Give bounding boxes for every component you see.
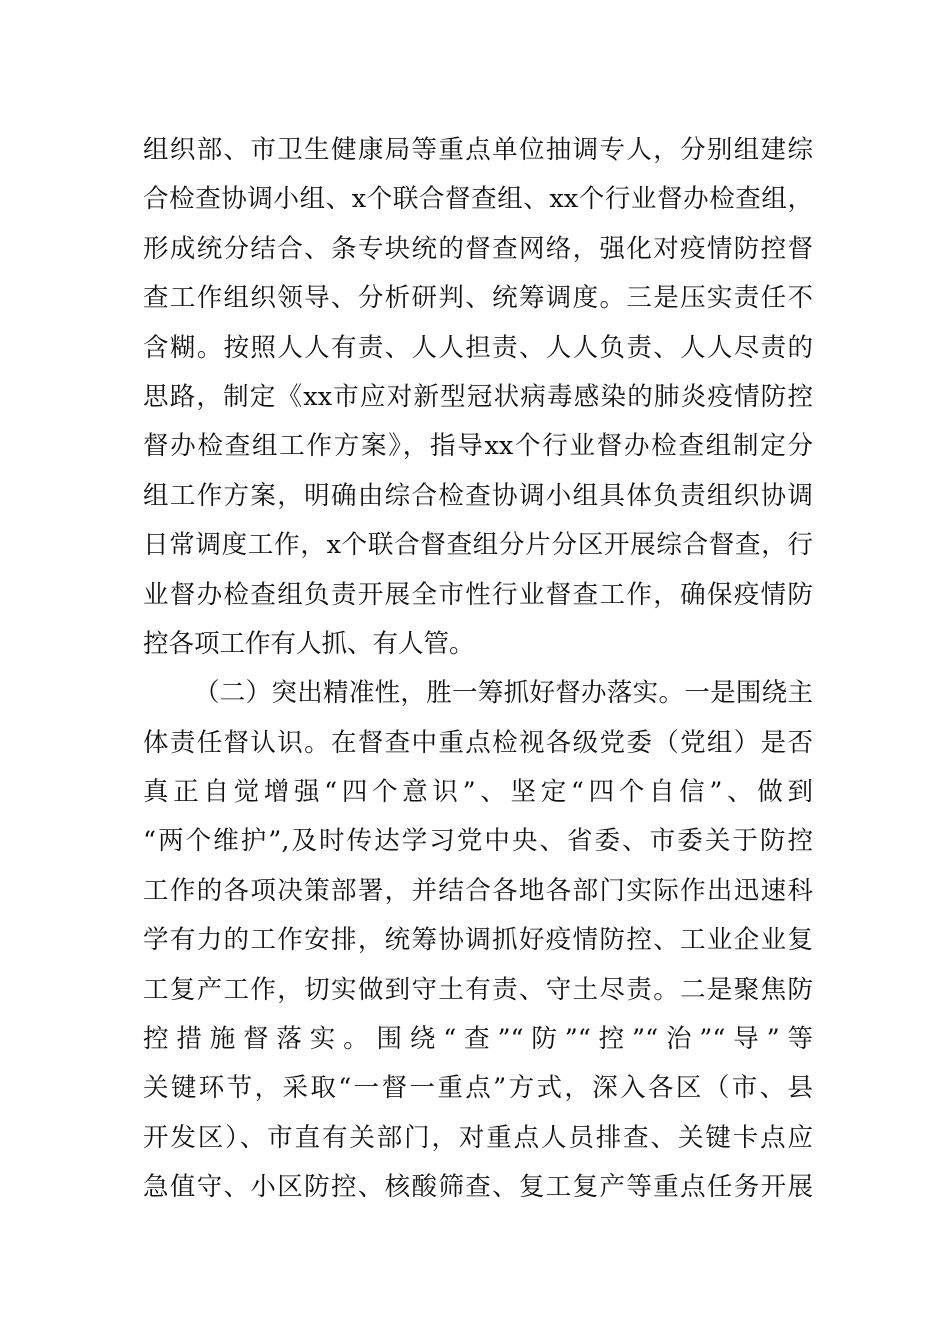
body-text xyxy=(143,126,813,1213)
text-line-9: 日常调度工作，x个联合督查组分片分区开展综合督查，行 xyxy=(143,530,813,561)
text-line-7: 督办检查组工作方案》，指导xx个行业督办检查组制定分 xyxy=(143,431,813,462)
text-line-19: 控措施督落实。围绕“查”“防”“控”“治”“导”等 xyxy=(143,1024,813,1055)
text-line-4: 查工作组织领导、分析研判、统筹调度。三是压实责任不 xyxy=(143,283,813,314)
text-line-22: 急值守、小区防控、核酸筛查、复工复产等重点任务开展 xyxy=(143,1172,813,1203)
text-line-8: 组工作方案，明确由综合检查协调小组具体负责组织协调 xyxy=(143,480,813,511)
text-line-15: “两个维护”,及时传达学习党中央、省委、市委关于防控 xyxy=(143,826,813,857)
text-line-12: （二）突出精准性，胜一筹抓好督办落实。一是围绕主 xyxy=(194,678,813,709)
text-line-2: 合检查协调小组、x个联合督查组、xx个行业督办检查组， xyxy=(143,184,813,215)
text-line-3: 形成统分结合、条专块统的督查网络，强化对疫情防控督 xyxy=(143,233,813,264)
text-line-14: 真正自觉增强“四个意识”、坚定“四个自信”、做到 xyxy=(143,777,813,808)
text-line-18: 工复产工作，切实做到守土有责、守土尽责。二是聚焦防 xyxy=(143,974,813,1005)
text-line-20: 关键环节，采取“一督一重点”方式，深入各区（市、县 xyxy=(143,1073,813,1104)
text-line-6: 思路，制定《xx市应对新型冠状病毒感染的肺炎疫情防控 xyxy=(143,381,813,412)
text-line-21: 开发区）、市直有关部门，对重点人员排查、关键卡点应 xyxy=(143,1122,813,1153)
text-line-17: 学有力的工作安排，统筹协调抓好疫情防控、工业企业复 xyxy=(143,925,813,956)
text-line-5: 含糊。按照人人有责、人人担责、人人负责、人人尽责的 xyxy=(143,332,813,363)
text-line-13: 体责任督认识。在督查中重点检视各级党委（党组）是否 xyxy=(143,727,813,758)
text-line-1: 组织部、市卫生健康局等重点单位抽调专人，分别组建综 xyxy=(143,135,813,165)
text-line-11: 控各项工作有人抓、有人管。 xyxy=(143,628,475,659)
text-line-10: 业督办检查组负责开展全市性行业督查工作，确保疫情防 xyxy=(143,579,813,610)
text-line-16: 工作的各项决策部署，并结合各地各部门实际作出迅速科 xyxy=(143,875,813,906)
